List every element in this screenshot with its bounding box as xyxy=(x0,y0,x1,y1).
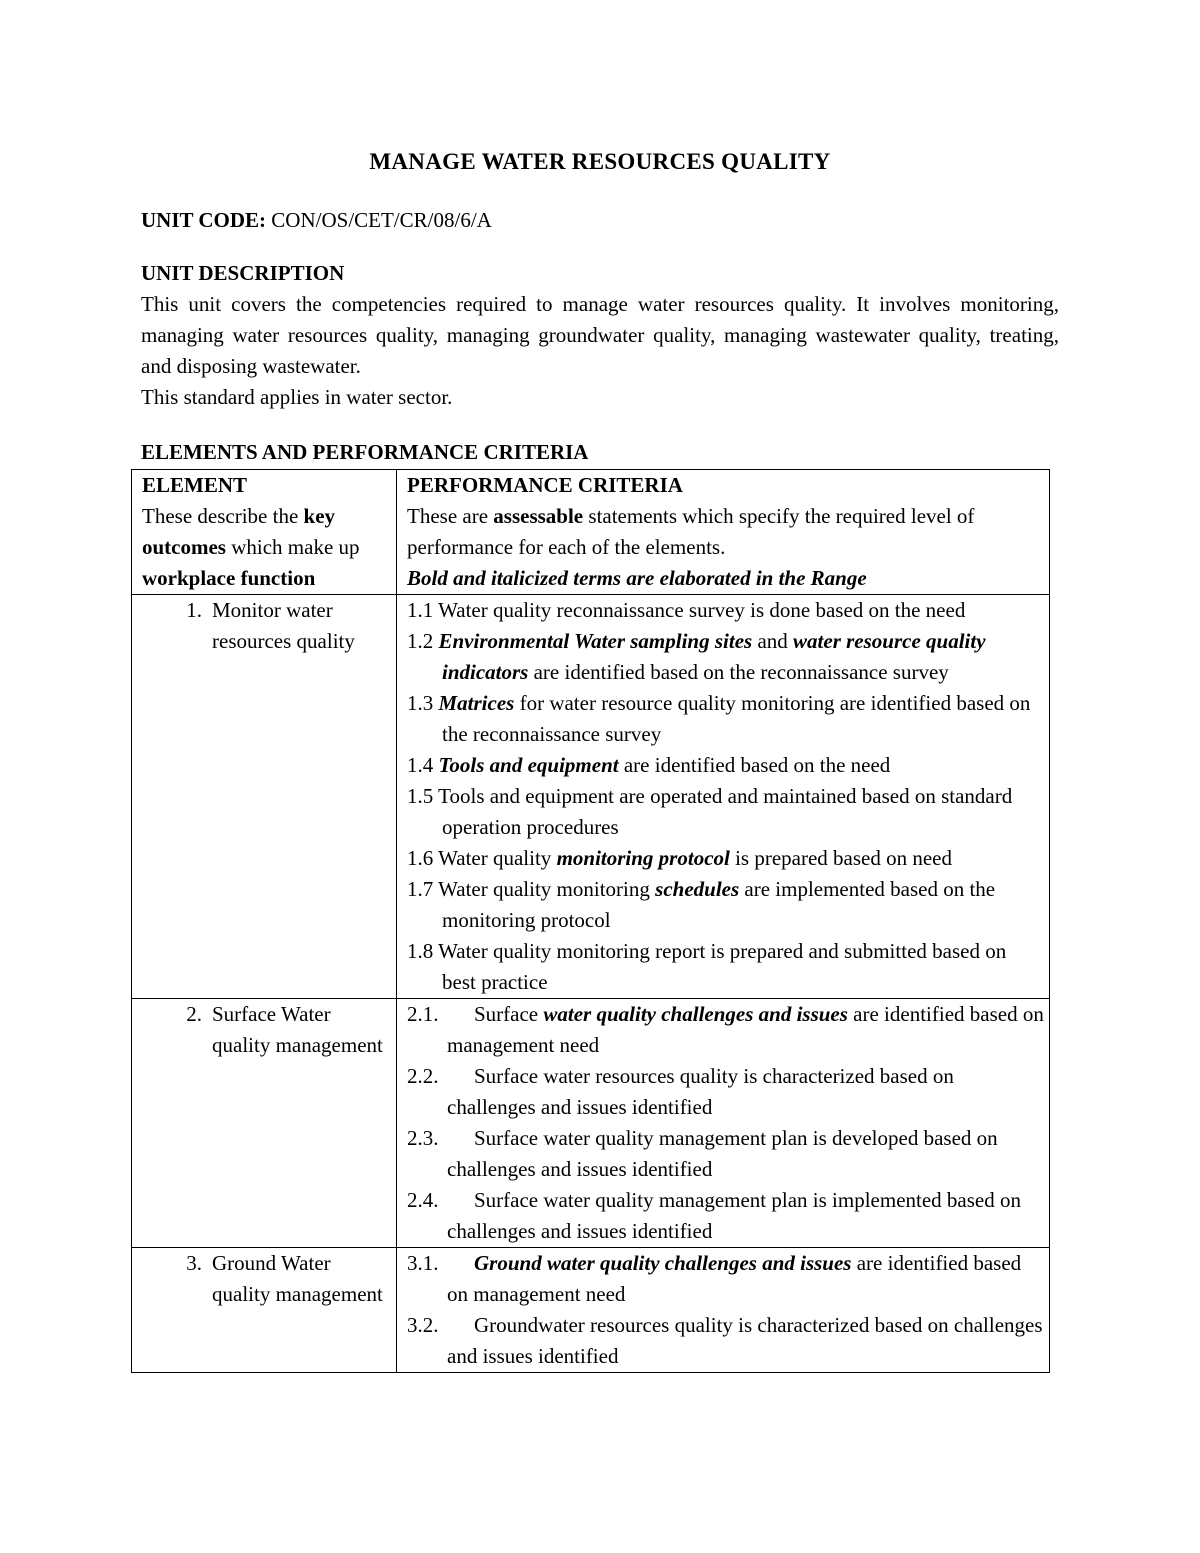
element-column-description xyxy=(142,501,392,594)
criterion-item xyxy=(407,874,1045,936)
criterion-text: Water quality monitoring xyxy=(433,877,656,901)
criterion-text: are implemented based on the monitoring protocol xyxy=(442,877,996,932)
criteria-desc-text: statements which specify the required level of performance for each of the elements. xyxy=(407,504,975,559)
unit-description-paragraph: This unit covers the competencies required to manage water resources quality. It involves monitoring, managing water resources quality, managing groundwater quality, managing wastewater quality, treating, and disposing wastewater. xyxy=(141,292,1059,378)
criteria-column-title: PERFORMANCE CRITERIA xyxy=(407,473,683,497)
criterion-text: Water quality reconnaissance survey is done based on the need xyxy=(433,598,966,622)
criterion-number: 2.1. xyxy=(407,1002,439,1026)
criterion-number: 2.2. xyxy=(407,1064,439,1088)
criterion-number: 3.1. xyxy=(407,1251,439,1275)
unit-code-value: CON/OS/CET/CR/08/6/A xyxy=(271,208,492,232)
criteria-cell xyxy=(397,999,1050,1248)
element-number: 3. xyxy=(186,1251,202,1275)
element-column-title: ELEMENT xyxy=(142,473,248,497)
criterion-text: Surface water quality management plan is implemented based on challenges and issues identified xyxy=(447,1188,1021,1243)
criterion-item xyxy=(407,999,1045,1061)
criterion-text: Surface xyxy=(474,1002,544,1026)
criterion-text: are identified based on management need xyxy=(447,1002,1044,1057)
criteria-desc-bold: assessable xyxy=(493,504,584,528)
element-desc-text: which make up xyxy=(225,535,360,559)
criterion-item xyxy=(407,1061,1045,1123)
criterion-text: Water quality xyxy=(433,846,557,870)
range-term: Environmental Water sampling sites xyxy=(438,629,753,653)
unit-description-paragraph: This standard applies in water sector. xyxy=(141,385,453,409)
element-header-cell xyxy=(132,470,397,595)
page-title: MANAGE WATER RESOURCES QUALITY xyxy=(369,149,831,174)
criterion-text: Surface water quality management plan is developed based on challenges and issues identified xyxy=(447,1126,998,1181)
element-cell xyxy=(132,1248,397,1373)
table-header-row xyxy=(132,470,1050,595)
criterion-number: 2.3. xyxy=(407,1126,439,1150)
element-entry xyxy=(142,999,392,1061)
elements-heading: ELEMENTS AND PERFORMANCE CRITERIA xyxy=(141,440,589,464)
range-term: water quality challenges and issues xyxy=(543,1002,848,1026)
range-term: Matrices xyxy=(438,691,515,715)
criteria-range-note: Bold and italicized terms are elaborated in the Range xyxy=(407,566,867,590)
range-term: Ground water quality challenges and issues xyxy=(474,1251,852,1275)
criterion-text: is prepared based on need xyxy=(729,846,953,870)
criterion-text: are identified based on the need xyxy=(618,753,891,777)
criterion-item xyxy=(407,1185,1045,1247)
criterion-number: 1.5 xyxy=(407,784,434,808)
unit-code-line xyxy=(141,205,492,236)
element-desc-text: These describe the xyxy=(142,504,304,528)
element-cell xyxy=(132,999,397,1248)
unit-description-heading: UNIT DESCRIPTION xyxy=(141,261,345,285)
element-entry xyxy=(142,595,392,657)
range-term: schedules xyxy=(655,877,740,901)
criterion-number: 1.2 xyxy=(407,629,434,653)
criterion-number: 1.6 xyxy=(407,846,434,870)
criterion-text: Groundwater resources quality is characterized based on challenges and issues identified xyxy=(447,1313,1043,1368)
criterion-item xyxy=(407,781,1045,843)
criterion-item xyxy=(407,843,1045,874)
element-number: 2. xyxy=(186,1002,202,1026)
element-number: 1. xyxy=(186,598,202,622)
criterion-text: Tools and equipment are operated and maintained based on standard operation procedures xyxy=(433,784,1013,839)
criteria-cell xyxy=(397,1248,1050,1373)
criterion-number: 1.7 xyxy=(407,877,434,901)
criterion-text: for water resource quality monitoring are identified based on the reconnaissance survey xyxy=(442,691,1031,746)
element-name: Monitor water resources quality xyxy=(212,598,355,653)
criterion-item xyxy=(407,936,1045,998)
criterion-text: and xyxy=(752,629,794,653)
criteria-desc-text: These are xyxy=(407,504,494,528)
elements-criteria-table xyxy=(131,469,1050,1373)
element-row xyxy=(132,1248,1050,1373)
element-name: Surface Water quality management xyxy=(212,1002,383,1057)
unit-code-label: UNIT CODE: xyxy=(141,208,267,232)
criteria-cell xyxy=(397,595,1050,999)
range-term: water resource quality indicators xyxy=(442,629,986,684)
criterion-item xyxy=(407,750,1045,781)
range-term: monitoring protocol xyxy=(556,846,730,870)
range-term: Tools and equipment xyxy=(438,753,619,777)
criterion-item xyxy=(407,688,1045,750)
element-desc-key: key outcomes xyxy=(142,504,336,559)
element-cell xyxy=(132,595,397,999)
criterion-item xyxy=(407,1123,1045,1185)
criterion-number: 1.1 xyxy=(407,598,434,622)
criterion-item xyxy=(407,595,1045,626)
criterion-text: Surface water resources quality is characterized based on challenges and issues identified xyxy=(447,1064,954,1119)
criterion-number: 1.8 xyxy=(407,939,434,963)
criterion-number: 2.4. xyxy=(407,1188,439,1212)
criterion-text: are identified based on management need xyxy=(447,1251,1022,1306)
element-row xyxy=(132,999,1050,1248)
criteria-header-cell xyxy=(397,470,1050,595)
criterion-number: 3.2. xyxy=(407,1313,439,1337)
criterion-number: 1.3 xyxy=(407,691,434,715)
criterion-number: 1.4 xyxy=(407,753,434,777)
element-entry xyxy=(142,1248,392,1310)
criterion-item xyxy=(407,626,1045,688)
criterion-text: are identified based on the reconnaissance survey xyxy=(528,660,949,684)
element-name: Ground Water quality management xyxy=(212,1251,383,1306)
criteria-column-description xyxy=(407,501,1045,563)
criterion-item xyxy=(407,1310,1045,1372)
unit-description-body xyxy=(141,289,1059,413)
criterion-text: Water quality monitoring report is prepared and submitted based on best practice xyxy=(433,939,1007,994)
element-desc-workplace: workplace function xyxy=(142,566,316,590)
criterion-item xyxy=(407,1248,1045,1310)
element-row xyxy=(132,595,1050,999)
